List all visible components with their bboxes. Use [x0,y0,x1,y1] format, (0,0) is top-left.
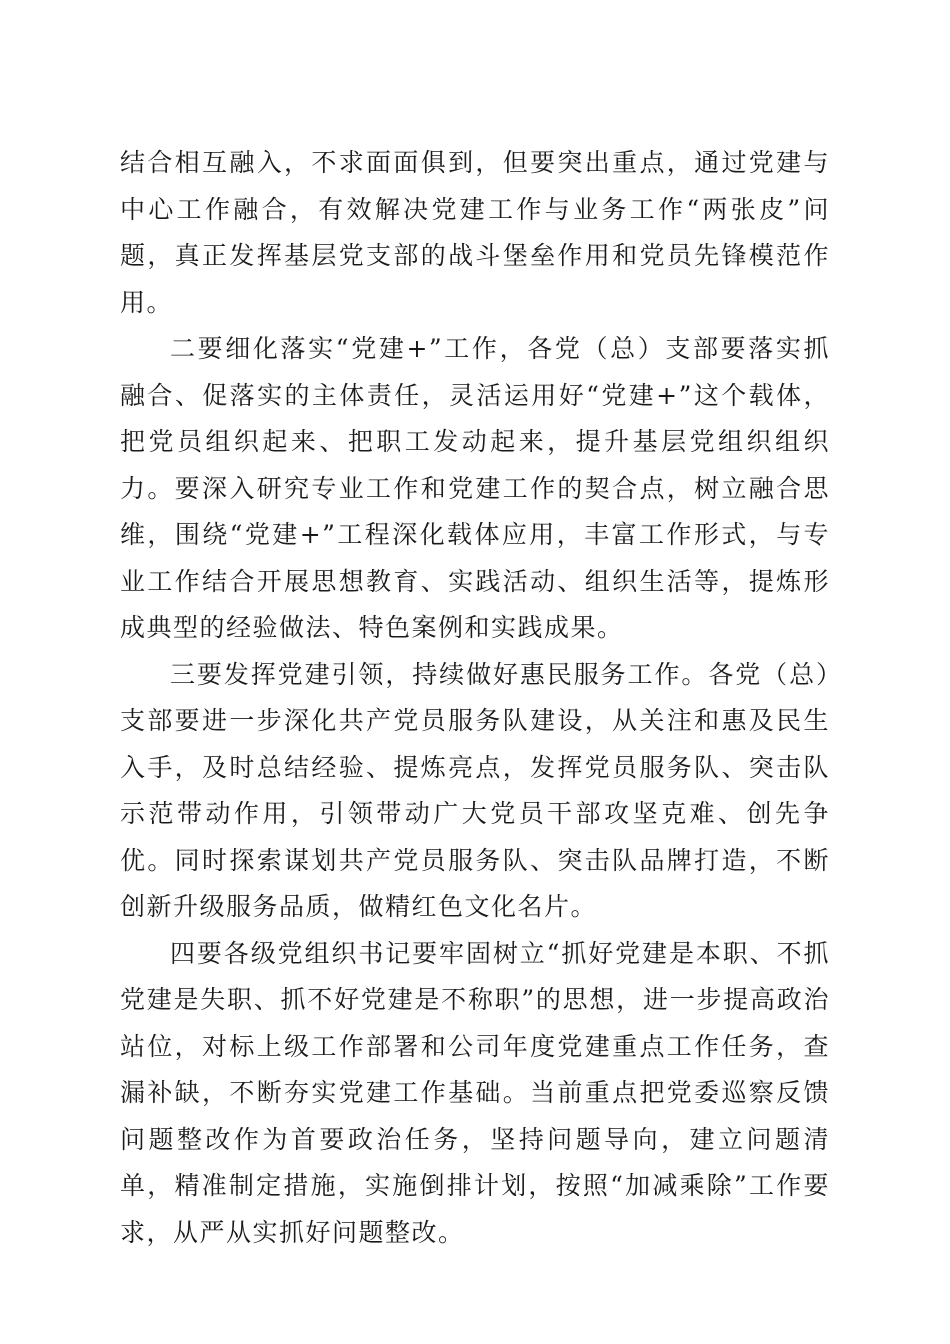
paragraph-point-four: 四要各级党组织书记要牢固树立“抓好党建是本职、不抓党建是失职、抓不好党建是不称职”的思想，进一步提高政治站位，对标上级工作部署和公司年度党建重点工作任务，查漏补缺，不断夯实党建工作基础。当前重点把党委巡察反馈问题整改作为首要政治任务，坚持问题导向，建立问题清单，精准制定措施，实施倒排计划，按照“加减乘除”工作要求，从严从实抓好问题整改。 [120,938,830,1247]
document-body [120,140,830,1256]
paragraph-point-three: 三要发挥党建引领，持续做好惠民服务工作。各党（总）支部要进一步深化共产党员服务队建设，从关注和惠及民生入手，及时总结经验、提炼亮点，发挥党员服务队、突击队示范带动作用，引领带动广大党员干部攻坚克难、创先争优。同时探索谋划共产党员服务队、突击队品牌打造，不断创新升级服务品质，做精红色文化名片。 [120,659,830,921]
paragraph-continuation: 结合相互融入，不求面面俱到，但要突出重点，通过党建与中心工作融合，有效解决党建工作与业务工作“两张皮”问题，真正发挥基层党支部的战斗堡垒作用和党员先锋模范作用。 [120,148,830,317]
paragraph-point-two: 二要细化落实“党建+”工作，各党（总）支部要落实抓融合、促落实的主体责任，灵活运用好“党建+”这个载体，把党员组织起来、把职工发动起来，提升基层党组织组织力。要深入研究专业工作和党建工作的契合点，树立融合思维，围绕“党建+”工程深化载体应用，丰富工作形式，与专业工作结合开展思想教育、实践活动、组织生活等，提炼形成典型的经验做法、特色案例和实践成果。 [120,334,830,642]
